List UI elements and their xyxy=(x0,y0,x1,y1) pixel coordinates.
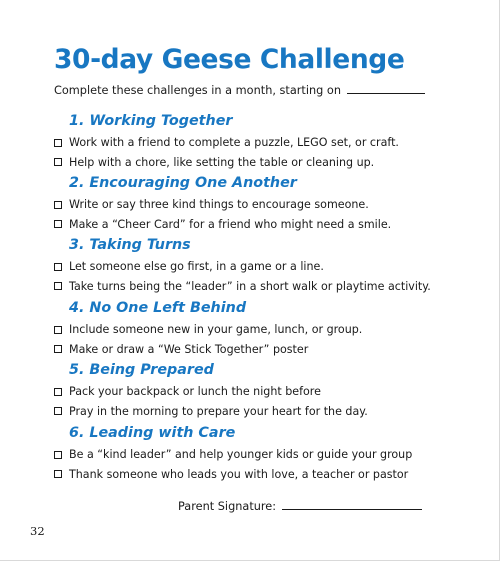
checkbox[interactable] xyxy=(54,326,62,334)
section-heading: 2. Encouraging One Another xyxy=(69,175,297,191)
checkbox[interactable] xyxy=(54,263,62,271)
checkbox[interactable] xyxy=(54,470,62,478)
checklist-item xyxy=(54,320,474,340)
checklist-item xyxy=(54,402,474,422)
checklist-item-text: Work with a friend to complete a puzzle, LEGO set, or craft. xyxy=(69,136,399,150)
section-working-together xyxy=(54,112,474,172)
checklist-item-text: Make a “Cheer Card” for a friend who might need a smile. xyxy=(69,217,392,231)
section-heading: 3. Taking Turns xyxy=(69,237,191,253)
signature-line[interactable] xyxy=(282,499,422,510)
checklist-item xyxy=(54,340,474,360)
checklist-item xyxy=(54,153,474,173)
section-heading: 6. Leading with Care xyxy=(69,425,236,441)
checkbox[interactable] xyxy=(54,158,62,166)
checklist-item-text: Thank someone who leads you with love, a teacher or pastor xyxy=(69,467,409,481)
checkbox[interactable] xyxy=(54,282,62,290)
checklist-item-text: Write or say three kind things to encourage someone. xyxy=(69,198,369,212)
section-encouraging xyxy=(54,174,474,234)
checkbox[interactable] xyxy=(54,345,62,353)
checklist-item-text: Let someone else go first, in a game or a line. xyxy=(69,260,324,274)
start-date-blank[interactable] xyxy=(347,83,425,94)
checklist-item-text: Take turns being the “leader” in a short walk or playtime activity. xyxy=(69,279,431,293)
checklist-item xyxy=(54,195,474,215)
checklist-item xyxy=(54,465,474,485)
section-leading-with-care xyxy=(54,424,474,484)
checklist-item xyxy=(54,257,474,277)
checklist-item xyxy=(54,382,474,402)
checklist-item-text: Help with a chore, like setting the table or cleaning up. xyxy=(69,155,375,169)
parent-signature xyxy=(178,499,422,513)
checklist-item xyxy=(54,215,474,235)
section-no-one-left-behind xyxy=(54,299,474,359)
checklist-item-text: Make or draw a “We Stick Together” poster xyxy=(69,342,309,356)
section-heading: 5. Being Prepared xyxy=(69,362,214,378)
intro-text: Complete these challenges in a month, starting on xyxy=(54,84,341,97)
checklist-item-text: Pack your backpack or lunch the night before xyxy=(69,385,321,399)
checklist-item xyxy=(54,277,474,297)
signature-label: Parent Signature: xyxy=(178,500,277,513)
checkbox[interactable] xyxy=(54,220,62,228)
checkbox[interactable] xyxy=(54,451,62,459)
checkbox[interactable] xyxy=(54,201,62,209)
intro-line xyxy=(54,83,425,97)
checkbox[interactable] xyxy=(54,139,62,147)
checklist-item xyxy=(54,133,474,153)
checkbox[interactable] xyxy=(54,407,62,415)
page-title: 30-day Geese Challenge xyxy=(54,44,405,75)
page-number: 32 xyxy=(30,524,45,538)
section-heading: 1. Working Together xyxy=(69,113,233,129)
section-taking-turns xyxy=(54,236,474,296)
section-being-prepared xyxy=(54,361,474,421)
checkbox[interactable] xyxy=(54,388,62,396)
checklist-item xyxy=(54,445,474,465)
checklist-item-text: Be a “kind leader” and help younger kids or guide your group xyxy=(69,448,413,462)
checklist-item-text: Pray in the morning to prepare your heart for the day. xyxy=(69,404,368,418)
section-heading: 4. No One Left Behind xyxy=(69,300,247,316)
checklist-item-text: Include someone new in your game, lunch, or group. xyxy=(69,323,363,337)
